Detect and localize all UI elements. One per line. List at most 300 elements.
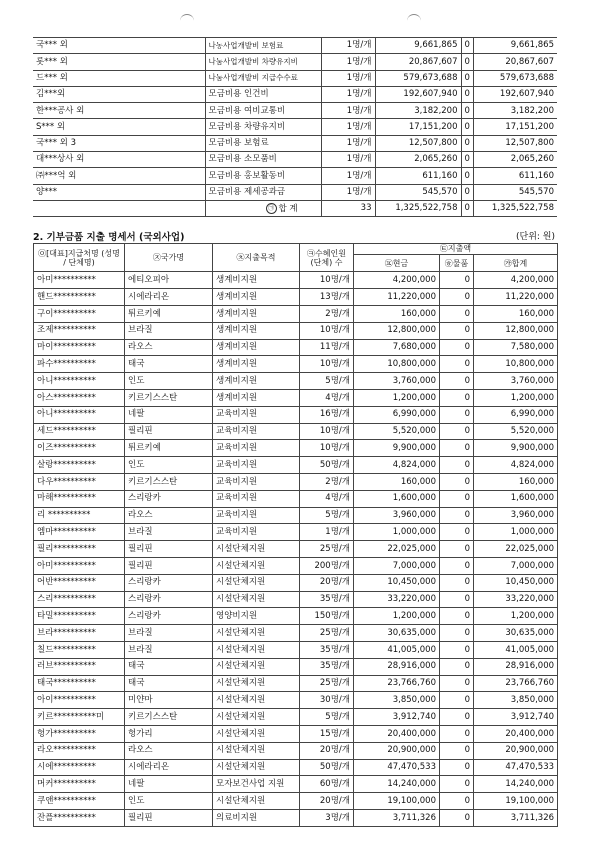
total-cell: 3,960,000 bbox=[474, 507, 558, 524]
payee-cell: 아스********** bbox=[34, 389, 125, 406]
total-count-cell: 33 bbox=[321, 200, 375, 216]
goods-cell: 0 bbox=[461, 38, 473, 54]
beneficiaries-cell: 3명/개 bbox=[300, 809, 354, 826]
country-cell: 튀르키예 bbox=[125, 440, 213, 457]
count-cell: 1명/개 bbox=[321, 184, 375, 200]
purpose-cell: 모금비용 인건비 bbox=[205, 86, 321, 102]
total-cell: 3,850,000 bbox=[474, 692, 558, 709]
beneficiaries-cell: 13명/개 bbox=[300, 289, 354, 306]
purpose-cell: 시설단체지원 bbox=[213, 709, 300, 726]
total-goods-cell: 0 bbox=[461, 200, 473, 216]
header-expenditure: ㉫지출액 bbox=[354, 244, 558, 255]
goods-cell: 0 bbox=[440, 725, 474, 742]
payee-cell: 러브********** bbox=[34, 658, 125, 675]
cash-cell: 10,450,000 bbox=[354, 574, 440, 591]
purpose-cell: 모금비용 제세공과금 bbox=[205, 184, 321, 200]
cash-cell: 3,960,000 bbox=[354, 507, 440, 524]
beneficiaries-cell: 20명/개 bbox=[300, 742, 354, 759]
total-cell: 22,025,000 bbox=[474, 541, 558, 558]
country-cell: 미얀마 bbox=[125, 692, 213, 709]
total-cell: 10,800,000 bbox=[474, 356, 558, 373]
header-goods: ㉭물품 bbox=[440, 255, 474, 272]
total-cell: 3,760,000 bbox=[474, 373, 558, 390]
payee-cell: 마이********** bbox=[34, 339, 125, 356]
table-row bbox=[34, 507, 558, 524]
country-cell: 인도 bbox=[125, 793, 213, 810]
payee-cell: 필리********** bbox=[34, 541, 125, 558]
purpose-cell: 시설단체지원 bbox=[213, 725, 300, 742]
payee-cell: 칠드********** bbox=[34, 641, 125, 658]
table-row bbox=[33, 119, 557, 135]
goods-cell: 0 bbox=[440, 457, 474, 474]
goods-cell: 0 bbox=[440, 809, 474, 826]
beneficiaries-cell: 25명/개 bbox=[300, 675, 354, 692]
beneficiaries-cell: 2명/개 bbox=[300, 305, 354, 322]
purpose-cell: 생계비지원 bbox=[213, 305, 300, 322]
total-cell: 3,711,326 bbox=[474, 809, 558, 826]
purpose-cell: 시설단체지원 bbox=[213, 692, 300, 709]
purpose-cell: 나농사업개발비 보험료 bbox=[205, 38, 321, 54]
total-cell: 4,200,000 bbox=[474, 272, 558, 289]
purpose-cell: 시설단체지원 bbox=[213, 625, 300, 642]
payee-cell: 타밀********** bbox=[34, 608, 125, 625]
goods-cell: 0 bbox=[440, 272, 474, 289]
purpose-cell: 교육비지원 bbox=[213, 457, 300, 474]
cash-cell: 611,160 bbox=[375, 168, 461, 184]
table-row bbox=[34, 473, 558, 490]
table-row bbox=[34, 759, 558, 776]
payee-cell: 다우********** bbox=[34, 473, 125, 490]
total-cell: 12,507,800 bbox=[473, 135, 557, 151]
cash-cell: 3,912,740 bbox=[354, 709, 440, 726]
cash-cell: 545,570 bbox=[375, 184, 461, 200]
beneficiaries-cell: 35명/개 bbox=[300, 658, 354, 675]
beneficiaries-cell: 200명/개 bbox=[300, 557, 354, 574]
purpose-cell: 교육비지원 bbox=[213, 490, 300, 507]
table-row bbox=[33, 135, 557, 151]
payee-cell: 아니********** bbox=[34, 373, 125, 390]
table-row bbox=[34, 490, 558, 507]
table-row bbox=[34, 692, 558, 709]
goods-cell: 0 bbox=[440, 692, 474, 709]
total-cell: 7,580,000 bbox=[474, 339, 558, 356]
table-row bbox=[34, 389, 558, 406]
purpose-cell: 생계비지원 bbox=[213, 289, 300, 306]
payee-cell: S*** 외 bbox=[33, 119, 205, 135]
payee-cell: 한***공사 외 bbox=[33, 103, 205, 119]
goods-cell: 0 bbox=[440, 356, 474, 373]
payee-cell: 시에********** bbox=[34, 759, 125, 776]
beneficiaries-cell: 60명/개 bbox=[300, 776, 354, 793]
table-row bbox=[33, 184, 557, 200]
payee-cell: 엠마********** bbox=[34, 524, 125, 541]
purpose-cell: 생계비지원 bbox=[213, 339, 300, 356]
total-row bbox=[33, 200, 557, 216]
count-cell: 1명/개 bbox=[321, 54, 375, 70]
cash-cell: 14,240,000 bbox=[354, 776, 440, 793]
goods-cell: 0 bbox=[440, 541, 474, 558]
beneficiaries-cell: 50명/개 bbox=[300, 759, 354, 776]
country-cell: 스리랑카 bbox=[125, 574, 213, 591]
total-cell: 611,160 bbox=[473, 168, 557, 184]
purpose-cell: 생계비지원 bbox=[213, 322, 300, 339]
total-cell: 41,005,000 bbox=[474, 641, 558, 658]
purpose-cell: 모금비용 여비교통비 bbox=[205, 103, 321, 119]
total-cell: 1,200,000 bbox=[474, 389, 558, 406]
payee-cell: 국*** 외 bbox=[33, 38, 205, 54]
total-cell: 30,635,000 bbox=[474, 625, 558, 642]
payee-cell: 어반********** bbox=[34, 574, 125, 591]
total-cell: 20,900,000 bbox=[474, 742, 558, 759]
country-cell: 태국 bbox=[125, 658, 213, 675]
cash-cell: 3,711,326 bbox=[354, 809, 440, 826]
table-row bbox=[33, 70, 557, 86]
cash-cell: 1,000,000 bbox=[354, 524, 440, 541]
goods-cell: 0 bbox=[440, 641, 474, 658]
cash-cell: 160,000 bbox=[354, 305, 440, 322]
table-row bbox=[34, 742, 558, 759]
purpose-cell: 모자보건사업 지원 bbox=[213, 776, 300, 793]
total-cash-cell: 1,325,522,758 bbox=[375, 200, 461, 216]
goods-cell: 0 bbox=[440, 305, 474, 322]
count-cell: 1명/개 bbox=[321, 103, 375, 119]
beneficiaries-cell: 10명/개 bbox=[300, 322, 354, 339]
beneficiaries-cell: 11명/개 bbox=[300, 339, 354, 356]
cash-cell: 9,661,865 bbox=[375, 38, 461, 54]
total-cell: 19,100,000 bbox=[474, 793, 558, 810]
table-row bbox=[34, 406, 558, 423]
cash-cell: 192,607,940 bbox=[375, 86, 461, 102]
payee-cell: 아미********** bbox=[34, 272, 125, 289]
unit-label: (단위: 원) bbox=[516, 232, 555, 242]
purpose-cell: 시설단체지원 bbox=[213, 541, 300, 558]
cash-cell: 20,867,607 bbox=[375, 54, 461, 70]
country-cell: 네팔 bbox=[125, 776, 213, 793]
total-cell: 20,867,607 bbox=[473, 54, 557, 70]
beneficiaries-cell: 20명/개 bbox=[300, 793, 354, 810]
goods-cell: 0 bbox=[440, 373, 474, 390]
table-row bbox=[34, 373, 558, 390]
purpose-cell: 교육비지원 bbox=[213, 406, 300, 423]
cash-cell: 20,900,000 bbox=[354, 742, 440, 759]
goods-cell: 0 bbox=[440, 322, 474, 339]
country-cell: 에티오피아 bbox=[125, 272, 213, 289]
country-cell: 라오스 bbox=[125, 742, 213, 759]
beneficiaries-cell: 25명/개 bbox=[300, 541, 354, 558]
total-cell: 7,000,000 bbox=[474, 557, 558, 574]
cash-cell: 3,850,000 bbox=[354, 692, 440, 709]
table-row bbox=[34, 272, 558, 289]
table-row bbox=[34, 322, 558, 339]
purpose-cell: 시설단체지원 bbox=[213, 793, 300, 810]
cash-cell: 12,800,000 bbox=[354, 322, 440, 339]
payee-cell: 마해********** bbox=[34, 490, 125, 507]
goods-cell: 0 bbox=[440, 440, 474, 457]
table-row bbox=[34, 457, 558, 474]
table-row bbox=[34, 793, 558, 810]
payee-cell: 아미********** bbox=[34, 557, 125, 574]
payee-cell: 리 ********** bbox=[34, 507, 125, 524]
cash-cell: 30,635,000 bbox=[354, 625, 440, 642]
payee-cell: ㈜***억 외 bbox=[33, 168, 205, 184]
table-row bbox=[34, 709, 558, 726]
purpose-cell: 시설단체지원 bbox=[213, 759, 300, 776]
total-cell: 20,400,000 bbox=[474, 725, 558, 742]
beneficiaries-cell: 4명/개 bbox=[300, 490, 354, 507]
cash-cell: 1,200,000 bbox=[354, 389, 440, 406]
country-cell: 브라질 bbox=[125, 524, 213, 541]
goods-cell: 0 bbox=[461, 184, 473, 200]
goods-cell: 0 bbox=[440, 776, 474, 793]
cash-cell: 160,000 bbox=[354, 473, 440, 490]
cash-cell: 10,800,000 bbox=[354, 356, 440, 373]
goods-cell: 0 bbox=[440, 742, 474, 759]
total-cell: 6,990,000 bbox=[474, 406, 558, 423]
table-row bbox=[34, 675, 558, 692]
total-cell: 14,240,000 bbox=[474, 776, 558, 793]
beneficiaries-cell: 16명/개 bbox=[300, 406, 354, 423]
goods-cell: 0 bbox=[440, 423, 474, 440]
country-cell: 키르기스스탄 bbox=[125, 473, 213, 490]
payee-cell: 세드********** bbox=[34, 423, 125, 440]
count-cell: 1명/개 bbox=[321, 168, 375, 184]
purpose-cell: 교육비지원 bbox=[213, 524, 300, 541]
table-row bbox=[34, 625, 558, 642]
cash-cell: 7,000,000 bbox=[354, 557, 440, 574]
table-row bbox=[34, 641, 558, 658]
cash-cell: 1,200,000 bbox=[354, 608, 440, 625]
header-purpose: ㉩지출목적 bbox=[213, 244, 300, 272]
payee-cell: 양*** bbox=[33, 184, 205, 200]
payee-cell: 김***외 bbox=[33, 86, 205, 102]
beneficiaries-cell: 35명/개 bbox=[300, 591, 354, 608]
table-row bbox=[34, 776, 558, 793]
purpose-cell: 생계비지원 bbox=[213, 373, 300, 390]
table-row bbox=[34, 591, 558, 608]
total-cell: 10,450,000 bbox=[474, 574, 558, 591]
country-cell: 스리랑카 bbox=[125, 591, 213, 608]
beneficiaries-cell: 5명/개 bbox=[300, 709, 354, 726]
purpose-cell: 모금비용 보험료 bbox=[205, 135, 321, 151]
domestic-expense-table bbox=[33, 37, 557, 217]
purpose-cell: 모금비용 차량유지비 bbox=[205, 119, 321, 135]
count-cell: 1명/개 bbox=[321, 70, 375, 86]
cash-cell: 33,220,000 bbox=[354, 591, 440, 608]
payee-cell: 잔플********** bbox=[34, 809, 125, 826]
country-cell: 태국 bbox=[125, 356, 213, 373]
beneficiaries-cell: 10명/개 bbox=[300, 440, 354, 457]
goods-cell: 0 bbox=[440, 759, 474, 776]
table-row bbox=[34, 574, 558, 591]
table-row bbox=[34, 541, 558, 558]
country-cell: 스리랑카 bbox=[125, 490, 213, 507]
country-cell: 키르기스스탄 bbox=[125, 709, 213, 726]
payee-cell: 브라********** bbox=[34, 625, 125, 642]
total-cell: 23,766,760 bbox=[474, 675, 558, 692]
total-cell: 1,000,000 bbox=[474, 524, 558, 541]
circled-mark: ㉠ bbox=[266, 203, 277, 214]
total-cell: 9,661,865 bbox=[473, 38, 557, 54]
purpose-cell: 교육비지원 bbox=[213, 507, 300, 524]
payee-cell: 파수********** bbox=[34, 356, 125, 373]
goods-cell: 0 bbox=[440, 289, 474, 306]
total-cell: 5,520,000 bbox=[474, 423, 558, 440]
beneficiaries-cell: 25명/개 bbox=[300, 625, 354, 642]
goods-cell: 0 bbox=[461, 103, 473, 119]
purpose-cell: 나눔사업개발비 지급수수료 bbox=[205, 70, 321, 86]
table-row bbox=[33, 38, 557, 54]
cash-cell: 4,200,000 bbox=[354, 272, 440, 289]
country-cell: 라오스 bbox=[125, 507, 213, 524]
total-cell: 2,065,260 bbox=[473, 152, 557, 168]
purpose-cell: 생계비지원 bbox=[213, 356, 300, 373]
total-cell: 9,900,000 bbox=[474, 440, 558, 457]
cash-cell: 11,220,000 bbox=[354, 289, 440, 306]
count-cell: 1명/개 bbox=[321, 38, 375, 54]
table-row bbox=[34, 423, 558, 440]
total-cell: 28,916,000 bbox=[474, 658, 558, 675]
count-cell: 1명/개 bbox=[321, 86, 375, 102]
total-cell: 47,470,533 bbox=[474, 759, 558, 776]
goods-cell: 0 bbox=[440, 406, 474, 423]
goods-cell: 0 bbox=[461, 119, 473, 135]
cash-cell: 47,470,533 bbox=[354, 759, 440, 776]
section-title: 2. 기부금품 지출 명세서 (국외사업) bbox=[33, 232, 185, 243]
goods-cell: 0 bbox=[440, 339, 474, 356]
payee-cell: 롯*** 외 bbox=[33, 54, 205, 70]
table-row bbox=[34, 725, 558, 742]
beneficiaries-cell: 20명/개 bbox=[300, 574, 354, 591]
purpose-cell: 시설단체지원 bbox=[213, 675, 300, 692]
beneficiaries-cell: 5명/개 bbox=[300, 373, 354, 390]
goods-cell: 0 bbox=[440, 625, 474, 642]
country-cell: 네팔 bbox=[125, 406, 213, 423]
country-cell: 필리핀 bbox=[125, 423, 213, 440]
cash-cell: 6,990,000 bbox=[354, 406, 440, 423]
purpose-cell: 나눔사업개발비 차량유지비 bbox=[205, 54, 321, 70]
goods-cell: 0 bbox=[461, 86, 473, 102]
country-cell: 인도 bbox=[125, 457, 213, 474]
goods-cell: 0 bbox=[440, 490, 474, 507]
beneficiaries-cell: 50명/개 bbox=[300, 457, 354, 474]
cash-cell: 22,025,000 bbox=[354, 541, 440, 558]
country-cell: 브라질 bbox=[125, 641, 213, 658]
country-cell: 라오스 bbox=[125, 339, 213, 356]
payee-cell: 살랑********** bbox=[34, 457, 125, 474]
goods-cell: 0 bbox=[461, 54, 473, 70]
cash-cell: 2,065,260 bbox=[375, 152, 461, 168]
country-cell: 브라질 bbox=[125, 322, 213, 339]
goods-cell: 0 bbox=[440, 608, 474, 625]
total-cell: 192,607,940 bbox=[473, 86, 557, 102]
total-cell: 160,000 bbox=[474, 473, 558, 490]
country-cell: 스리랑카 bbox=[125, 608, 213, 625]
count-cell: 1명/개 bbox=[321, 135, 375, 151]
beneficiaries-cell: 1명/개 bbox=[300, 524, 354, 541]
payee-cell: 헝가********** bbox=[34, 725, 125, 742]
header-payee: ㉧[대표]지급처명 (성명 / 단체명) bbox=[34, 244, 125, 272]
total-cell: 160,000 bbox=[474, 305, 558, 322]
cash-cell: 41,005,000 bbox=[354, 641, 440, 658]
total-cell: 579,673,688 bbox=[473, 70, 557, 86]
beneficiaries-cell: 15명/개 bbox=[300, 725, 354, 742]
purpose-cell: 시설단체지원 bbox=[213, 742, 300, 759]
goods-cell: 0 bbox=[440, 709, 474, 726]
table-row bbox=[34, 524, 558, 541]
total-cell: 33,220,000 bbox=[474, 591, 558, 608]
total-cell: 1,600,000 bbox=[474, 490, 558, 507]
payee-cell: 구이********** bbox=[34, 305, 125, 322]
purpose-cell: 생계비지원 bbox=[213, 272, 300, 289]
cash-cell: 579,673,688 bbox=[375, 70, 461, 86]
count-cell: 1명/개 bbox=[321, 152, 375, 168]
table-row bbox=[33, 103, 557, 119]
country-cell: 필리핀 bbox=[125, 557, 213, 574]
payee-cell: 머커********** bbox=[34, 776, 125, 793]
table-row bbox=[34, 608, 558, 625]
count-cell: 1명/개 bbox=[321, 119, 375, 135]
cash-cell: 3,760,000 bbox=[354, 373, 440, 390]
total-cell: 12,800,000 bbox=[474, 322, 558, 339]
country-cell: 키르기스스탄 bbox=[125, 389, 213, 406]
payee-cell: 대***상사 외 bbox=[33, 152, 205, 168]
header-cash: ㉬현금 bbox=[354, 255, 440, 272]
cash-cell: 28,916,000 bbox=[354, 658, 440, 675]
table-row bbox=[33, 86, 557, 102]
purpose-cell: 시설단체지원 bbox=[213, 641, 300, 658]
header-total: ㉮합계 bbox=[474, 255, 558, 272]
goods-cell: 0 bbox=[440, 574, 474, 591]
payee-cell: 키르**********미 bbox=[34, 709, 125, 726]
payee-cell: 아이********** bbox=[34, 692, 125, 709]
cash-cell: 17,151,200 bbox=[375, 119, 461, 135]
cash-cell: 1,600,000 bbox=[354, 490, 440, 507]
goods-cell: 0 bbox=[440, 524, 474, 541]
total-empty-cell bbox=[33, 200, 205, 216]
beneficiaries-cell: 10명/개 bbox=[300, 423, 354, 440]
purpose-cell: 의료비지원 bbox=[213, 809, 300, 826]
goods-cell: 0 bbox=[440, 473, 474, 490]
goods-cell: 0 bbox=[440, 658, 474, 675]
country-cell: 시에라리온 bbox=[125, 759, 213, 776]
total-cell: 3,182,200 bbox=[473, 103, 557, 119]
cash-cell: 19,100,000 bbox=[354, 793, 440, 810]
country-cell: 태국 bbox=[125, 675, 213, 692]
overseas-expense-table bbox=[33, 243, 558, 827]
payee-cell: 드*** 외 bbox=[33, 70, 205, 86]
table-row bbox=[34, 557, 558, 574]
payee-cell: 스리********** bbox=[34, 591, 125, 608]
total-cell: 11,220,000 bbox=[474, 289, 558, 306]
goods-cell: 0 bbox=[440, 389, 474, 406]
purpose-cell: 시설단체지원 bbox=[213, 574, 300, 591]
beneficiaries-cell: 35명/개 bbox=[300, 641, 354, 658]
table-row bbox=[34, 356, 558, 373]
country-cell: 필리핀 bbox=[125, 541, 213, 558]
payee-cell: 라오********** bbox=[34, 742, 125, 759]
table-row bbox=[34, 289, 558, 306]
header-beneficiaries: ㉪수혜인원 (단체) 수 bbox=[300, 244, 354, 272]
cash-cell: 4,824,000 bbox=[354, 457, 440, 474]
total-sum-cell: 1,325,522,758 bbox=[473, 200, 557, 216]
total-label-cell bbox=[205, 200, 321, 216]
table-row bbox=[34, 339, 558, 356]
beneficiaries-cell: 4명/개 bbox=[300, 389, 354, 406]
header-country: ㉨국가명 bbox=[125, 244, 213, 272]
goods-cell: 0 bbox=[440, 507, 474, 524]
payee-cell: 국*** 외 3 bbox=[33, 135, 205, 151]
purpose-cell: 시설단체지원 bbox=[213, 658, 300, 675]
